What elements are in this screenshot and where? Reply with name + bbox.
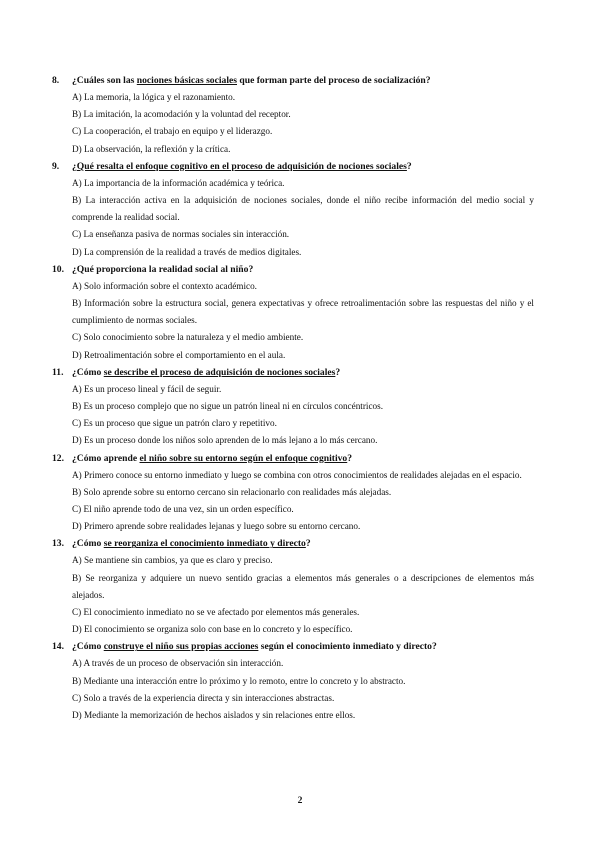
- question-number: 11.: [52, 366, 64, 378]
- question-prefix: ¿Cómo: [72, 641, 104, 653]
- question-underlined: nociones básicas sociales: [136, 75, 237, 86]
- option-b: B) Solo aprende sobre su entorno cercano sin relacionarlo con realidades más alejadas.: [72, 486, 392, 497]
- question-heading: [52, 261, 534, 278]
- answer-options: [52, 175, 534, 261]
- question-prefix: ¿: [72, 160, 77, 172]
- option-c: C) La cooperación, el trabajo en equipo y el liderazgo.: [72, 126, 273, 137]
- question-number: 9.: [52, 160, 60, 172]
- option-c: C) El niño aprende todo de una vez, sin un orden específico.: [72, 504, 294, 515]
- question-heading: [52, 638, 534, 655]
- question-suffix: que forman parte del proceso de socialización?: [237, 75, 431, 86]
- question-heading: [52, 364, 534, 381]
- option-a: A) Solo información sobre el contexto académico.: [72, 280, 257, 291]
- question-13: [52, 535, 534, 638]
- option-c: C) Solo a través de la experiencia directa y sin interacciones abstractas.: [72, 692, 335, 703]
- option-a: A) Es un proceso lineal y fácil de seguir.: [72, 383, 222, 394]
- question-prefix: ¿Cómo aprende: [72, 452, 140, 464]
- question-suffix: según el conocimiento inmediato y directo?: [258, 641, 437, 653]
- question-number: 13.: [52, 538, 64, 550]
- option-a: A) Se mantiene sin cambios, ya que es claro y preciso.: [72, 555, 273, 566]
- option-c: C) Es un proceso que sigue un patrón claro y repetitivo.: [72, 418, 277, 429]
- question-underlined: se reorganiza el conocimiento inmediato y directo: [103, 538, 306, 550]
- option-a: A) A través de un proceso de observación sin interacción.: [72, 658, 284, 669]
- option-d: D) Retroalimentación sobre el comportamiento en el aula.: [72, 349, 286, 360]
- question-number: 8.: [52, 75, 60, 86]
- question-underlined: construye el niño sus propias acciones: [103, 641, 259, 653]
- question-text: [72, 638, 534, 655]
- question-prefix: ¿Cuáles son las: [72, 75, 137, 86]
- question-underlined: el niño sobre su entorno según el enfoque cognitivo: [139, 452, 348, 464]
- question-prefix: ¿Cómo: [72, 366, 104, 378]
- option-d: D) La observación, la reflexión y la crítica.: [72, 143, 231, 154]
- option-b: B) Es un proceso complejo que no sigue un patrón lineal ni en círculos concéntricos.: [72, 401, 384, 412]
- question-12: [52, 450, 534, 536]
- question-heading: [52, 158, 534, 175]
- question-number: 14.: [52, 641, 64, 653]
- option-d: D) Primero aprende sobre realidades lejanas y luego sobre su entorno cercano.: [72, 521, 361, 532]
- question-10: [52, 261, 534, 364]
- option-d: D) El conocimiento se organiza solo con base en lo concreto y lo específico.: [72, 624, 353, 635]
- question-11: [52, 364, 534, 450]
- option-d: D) Es un proceso donde los niños solo aprenden de lo más lejano a lo más cercano.: [72, 435, 378, 446]
- question-suffix: ?: [347, 452, 353, 464]
- question-text: [72, 450, 534, 467]
- question-text: [72, 158, 534, 175]
- question-underlined: se describe el proceso de adquisición de nociones sociales: [103, 366, 336, 378]
- question-number: 12.: [52, 452, 64, 464]
- question-heading: [52, 535, 534, 552]
- question-8: [52, 72, 534, 158]
- question-text: [72, 72, 534, 89]
- option-a: A) La importancia de la información académica y teórica.: [72, 177, 285, 188]
- question-suffix: ?: [335, 366, 341, 378]
- question-text: [72, 535, 534, 552]
- question-heading: [52, 72, 534, 89]
- question-number: 10.: [52, 263, 64, 275]
- option-c: C) Solo conocimiento sobre la naturaleza y el medio ambiente.: [72, 332, 304, 343]
- option-a: A) Primero conoce su entorno inmediato y luego se combina con otros conocimientos de realidades alejadas en el espacio.: [72, 469, 522, 480]
- option-b: B) Mediante una interacción entre lo próximo y lo remoto, entre lo concreto y lo abstracto.: [72, 675, 406, 686]
- option-c: C) La enseñanza pasiva de normas sociales sin interacción.: [72, 229, 290, 240]
- question-text: [72, 364, 534, 381]
- question-suffix: ?: [305, 538, 311, 550]
- option-b: B) La imitación, la acomodación y la voluntad del receptor.: [72, 109, 291, 120]
- question-suffix: ?: [406, 160, 412, 172]
- answer-options: [52, 655, 534, 724]
- answer-options: [52, 381, 534, 450]
- option-b: B) Información sobre la estructura social, genera expectativas y ofrece retroalimentación sobre las respuestas del niño y el cumplimiento de normas sociales.: [72, 298, 534, 326]
- option-c: C) El conocimiento inmediato no se ve afectado por elementos más generales.: [72, 607, 360, 618]
- option-d: D) Mediante la memorización de hechos aislados y sin relaciones entre ellos.: [72, 710, 356, 721]
- question-underlined: Qué resalta el enfoque cognitivo en el proceso de adquisición de nociones sociales: [76, 160, 407, 172]
- question-prefix: ¿Cómo: [72, 538, 104, 550]
- answer-options: [52, 552, 534, 638]
- answer-options: [52, 89, 534, 158]
- question-14: [52, 638, 534, 724]
- question-heading: [52, 450, 534, 467]
- question-9: [52, 158, 534, 261]
- option-b: B) Se reorganiza y adquiere un nuevo sentido gracias a elementos más generales o a descripciones de elementos más alejados.: [72, 572, 534, 600]
- question-text: [72, 261, 534, 278]
- page-number: 2: [297, 795, 303, 806]
- answer-options: [52, 467, 534, 536]
- option-b: B) La interacción activa en la adquisición de nociones sociales, donde el niño recibe información del medio social y comprende la realidad social.: [72, 195, 534, 223]
- answer-options: [52, 278, 534, 364]
- question-list: [52, 72, 534, 724]
- question-prefix: ¿Qué proporciona la realidad social al niño?: [72, 263, 254, 275]
- option-a: A) La memoria, la lógica y el razonamiento.: [72, 92, 236, 102]
- option-d: D) La comprensión de la realidad a través de medios digitales.: [72, 246, 302, 257]
